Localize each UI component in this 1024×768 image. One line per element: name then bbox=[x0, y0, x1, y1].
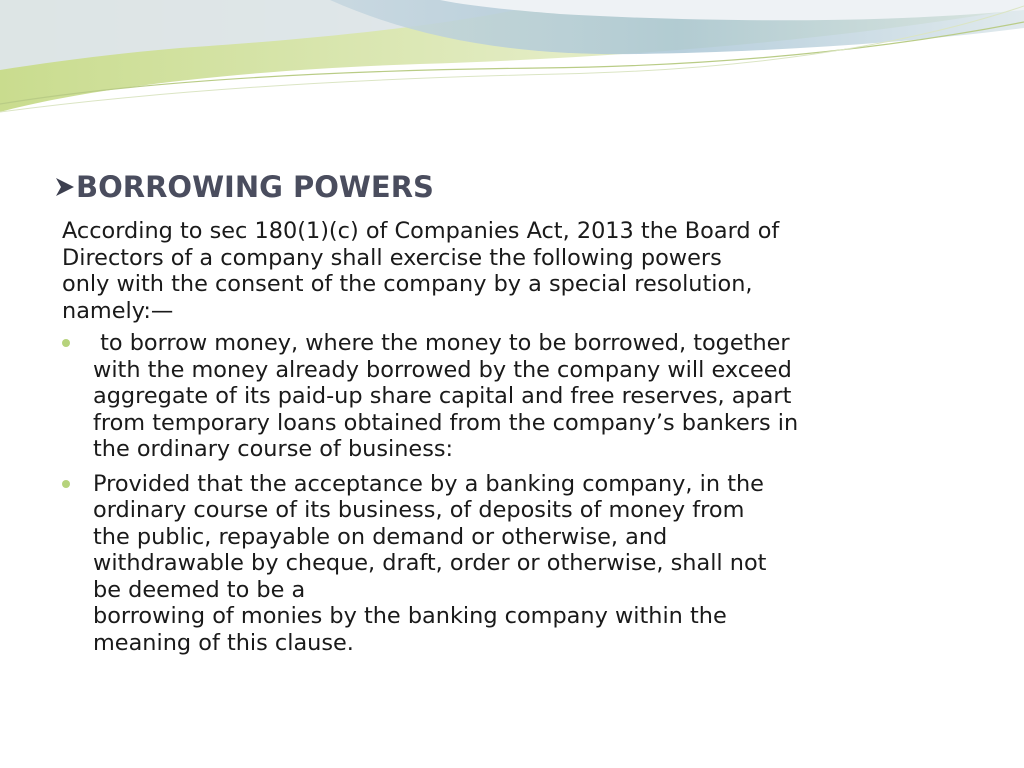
bullet-line: withdrawable by cheque, draft, order or otherwise, shall not bbox=[93, 550, 767, 576]
bullet-line: from temporary loans obtained from the company’s bankers in bbox=[93, 409, 799, 436]
bullet-line: the ordinary course of business: bbox=[93, 436, 454, 462]
bullet-line: borrowing of monies by the banking company within the bbox=[93, 603, 727, 629]
arrowhead-bullet-icon bbox=[54, 176, 76, 198]
intro-line: only with the consent of the company by a special resolution, bbox=[62, 271, 753, 297]
bullet-item-banking-proviso bbox=[62, 471, 962, 657]
round-bullet-icon bbox=[62, 339, 70, 347]
bullet-line: be deemed to be a bbox=[93, 576, 306, 603]
bullet-line: Provided that the acceptance by a banking company, in the bbox=[93, 470, 764, 497]
round-bullet-icon bbox=[62, 480, 70, 488]
bullet-line: ordinary course of its business, of deposits of money from bbox=[93, 497, 745, 523]
slide-title-text: BORROWING POWERS bbox=[76, 170, 434, 204]
intro-paragraph bbox=[62, 218, 962, 324]
slide-body bbox=[62, 218, 962, 664]
bullet-line: with the money already borrowed by the company will exceed bbox=[93, 356, 792, 383]
intro-line: According to sec 180(1)(c) of Companies Act, 2013 the Board of bbox=[62, 218, 780, 244]
intro-line: Directors of a company shall exercise the following powers bbox=[62, 244, 722, 271]
slide-title bbox=[54, 168, 434, 206]
header-wave-decoration bbox=[0, 0, 1024, 130]
bullet-item-borrow-money bbox=[62, 330, 962, 463]
intro-line: namely:— bbox=[62, 297, 174, 324]
bullet-line: meaning of this clause. bbox=[93, 629, 354, 656]
bullet-line: the public, repayable on demand or otherwise, and bbox=[93, 523, 668, 550]
bullet-line: to borrow money, where the money to be borrowed, together bbox=[93, 330, 790, 356]
bullet-line: aggregate of its paid-up share capital and free reserves, apart bbox=[93, 383, 792, 409]
